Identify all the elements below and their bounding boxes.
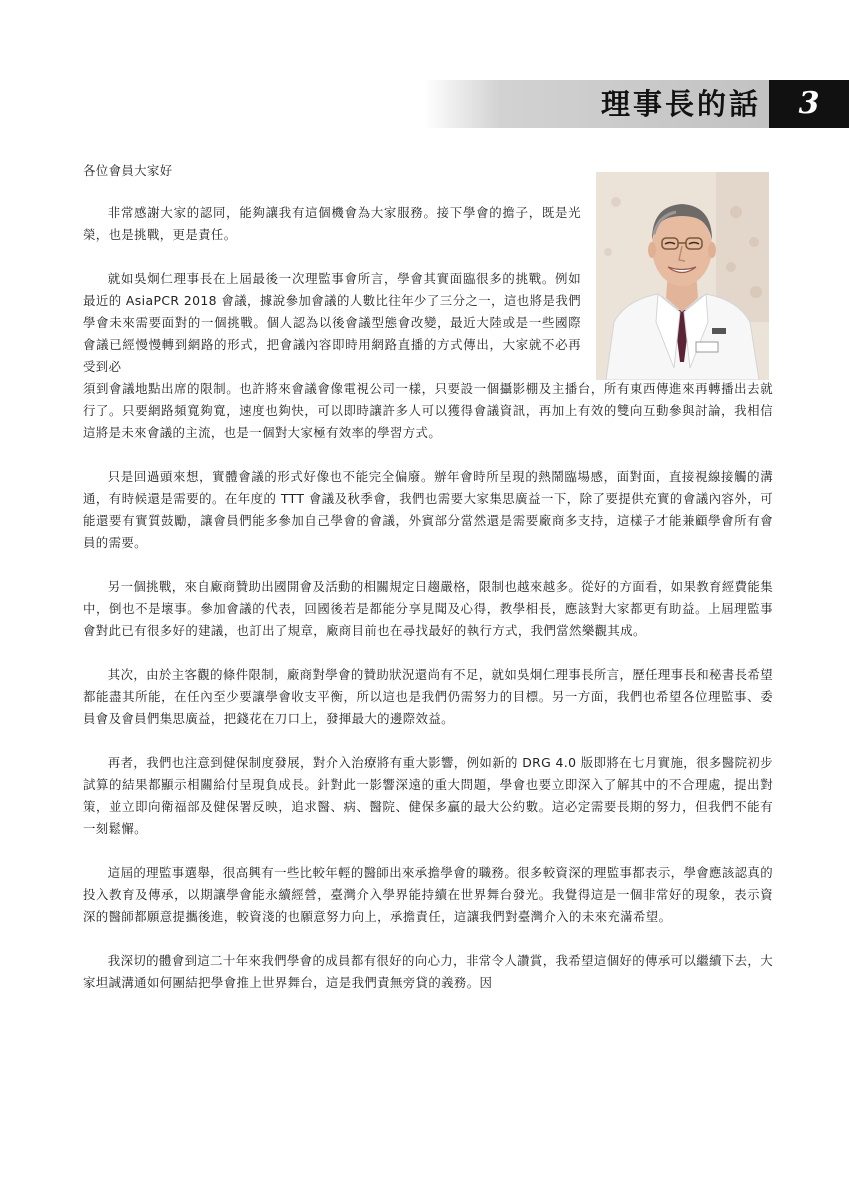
section-header-band: [424, 80, 769, 128]
page-number-box: [769, 80, 849, 128]
letter-body: [83, 160, 773, 1016]
paragraph: 其次，由於主客觀的條件限制，廠商對學會的贊助狀況還尚有不足，就如吳炯仁理事長所言，歷任理事長和秘書長希望都能盡其所能，在任內至少要讓學會收支平衡，所以這也是我們仍需努力的目標。另一方面，我們也希望各位理監事、委員會及會員們集思廣益，把錢花在刀口上，發揮最大的邊際效益。: [83, 667, 773, 726]
paragraph: 這屆的理監事選舉，很高興有一些比較年輕的醫師出來承擔學會的職務。很多較資深的理監事都表示，學會應該認真的投入教育及傳承，以期讓學會能永續經營，臺灣介入學界能持續在世界舞台發光。我覺得這是一個非常好的現象，表示資深的醫師都願意提攜後進，較資淺的也願意努力向上，承擔責任，這讓我們對臺灣介入的未來充滿希望。: [83, 865, 773, 924]
paragraph: 再者，我們也注意到健保制度發展，對介入治療將有重大影響，例如新的 DRG 4.0 版即將在七月實施，很多醫院初步試算的結果都顯示相關給付呈現負成長。針對此一影響深遠的重大問題，學會也要立即深入了解其中的不合理處，提出對策，並立即向衛福部及健保署反映，追求醫、病、醫院、健保多贏的最大公約數。這必定需要長期的努力，但我們不能有一刻鬆懈。: [83, 755, 773, 836]
paragraph: 我深切的體會到這二十年來我們學會的成員都有很好的向心力，非常令人讚賞，我希望這個好的傳承可以繼續下去，大家坦誠溝通如何團結把學會推上世界舞台，這是我們責無旁貸的義務。因: [83, 953, 773, 990]
section-title: 理事長的話: [600, 87, 761, 121]
paragraph: 就如吳炯仁理事長在上屆最後一次理監事會所言，學會其實面臨很多的挑戰。例如最近的 AsiaPCR 2018 會議，據說參加會議的人數比往年少了三分之一，這也將是我們學會未來需要面對的一個挑戰。個人認為以後會議型態會改變，最近大陸或是一些國際會議已經慢慢轉到網路的形式，把會議內容即時用網路直播的方式傳出，大家就不必再受到必: [83, 271, 581, 374]
salutation: 各位會員大家好: [83, 163, 173, 178]
paragraph: 非常感謝大家的認同，能夠讓我有這個機會為大家服務。接下學會的擔子，既是光榮，也是挑戰，更是責任。: [83, 205, 581, 242]
paragraph: 另一個挑戰，來自廠商贊助出國開會及活動的相關規定日趨嚴格，限制也越來越多。從好的方面看，如果教育經費能集中，倒也不是壞事。參加會議的代表，回國後若是都能分享見聞及心得，教學相長，應該對大家都更有助益。上屆理監事會對此已有很多好的建議，也訂出了規章，廠商目前也在尋找最好的執行方式，我們當然樂觀其成。: [83, 579, 773, 638]
page-number: 3: [798, 86, 820, 121]
paragraph: 只是回過頭來想，實體會議的形式好像也不能完全偏廢。辦年會時所呈現的熱鬧臨場感，面對面，直接視線接觸的溝通，有時候還是需要的。在年度的 TTT 會議及秋季會，我們也需要大家集思廣益一下，除了要提供充實的會議內容外，可能還要有實質鼓勵，讓會員們能多參加自己學會的會議，外賓部分當然還是需要廠商多支持，這樣子才能兼顧學會所有會員的需要。: [83, 469, 773, 550]
paragraph: 須到會議地點出席的限制。也許將來會議會像電視公司一樣，只要設一個攝影棚及主播台，所有東西傳進來再轉播出去就行了。只要網路頻寬夠寬，速度也夠快，可以即時讓許多人可以獲得會議資訊，再加上有效的雙向互動參與討論，我相信這將是未來會議的主流，也是一個對大家極有效率的學習方式。: [83, 381, 773, 440]
